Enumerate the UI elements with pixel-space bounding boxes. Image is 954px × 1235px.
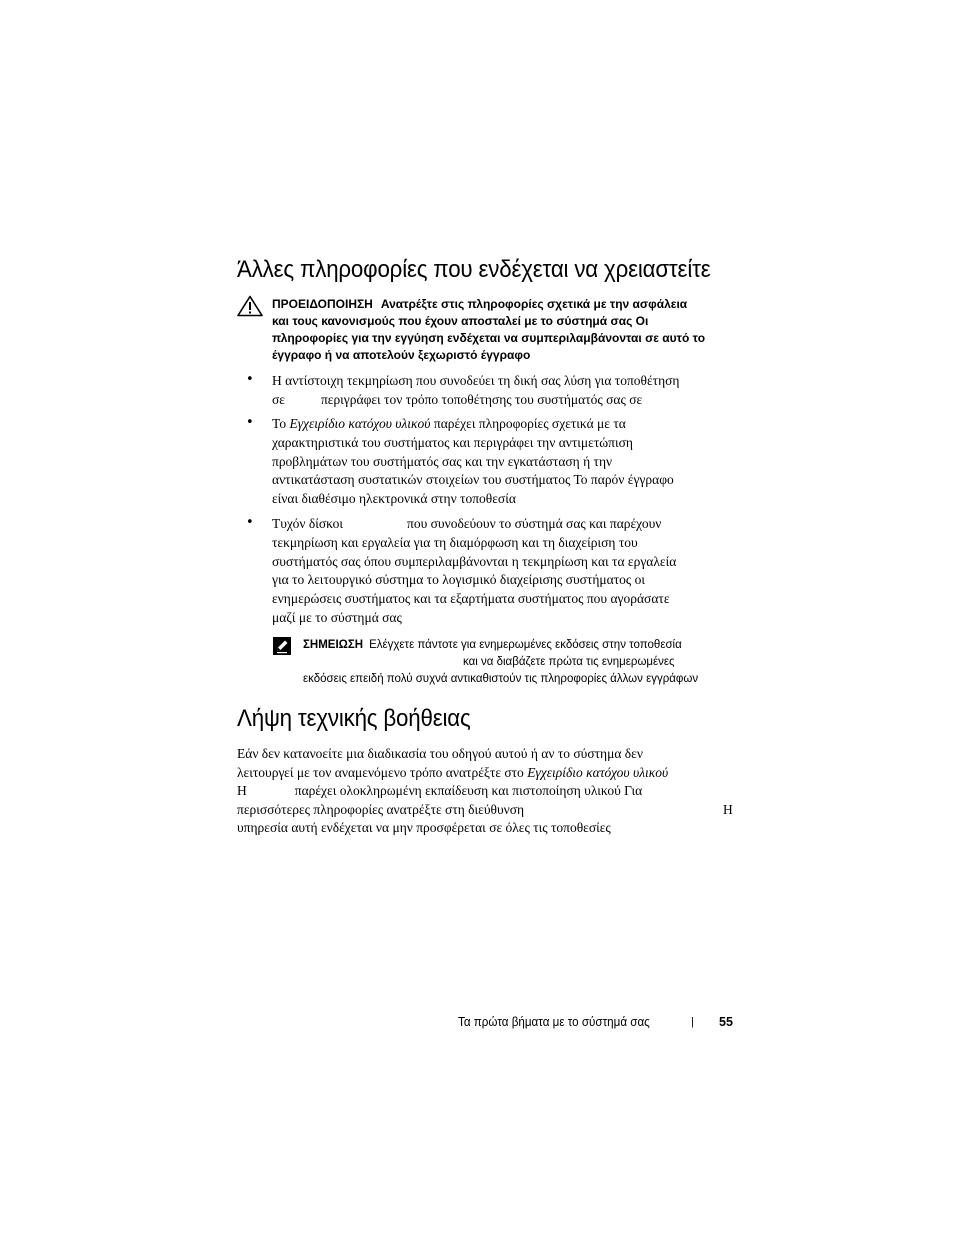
bullet-text <box>272 391 742 410</box>
warning-line-3: πληροφορίες για την εγγύηση ενδέχεται να συμπεριλαμβάνονται σε αυτό το <box>272 331 706 345</box>
warning-text: Ανατρέξτε στις πληροφορίες σχετικά με την ασφάλεια <box>380 297 688 311</box>
paragraph-line: υπηρεσία αυτή ενδέχεται να μην προσφέρεται σε όλες τις τοποθεσίες <box>237 820 611 835</box>
text-fragment: παρέχει πληροφορίες σχετικά με τα <box>433 416 626 431</box>
text-fragment: σε <box>272 391 285 407</box>
tech-help-paragraph <box>237 745 737 838</box>
text-fragment: παρέχει ολοκληρωμένη εκπαίδευση και πιστοποίηση υλικού Για <box>294 783 643 798</box>
paragraph-line <box>237 801 737 820</box>
warning-line-2: και τους κανονισμούς που έχουν αποσταλεί με το σύστημά σας Οι <box>272 314 649 328</box>
text-fragment: λειτουργεί με τον αναμενόμενο τρόπο ανατρέξτε στο <box>237 764 524 780</box>
bullet-text: χαρακτηριστικά του συστήματος και περιγράφει την αντιμετώπιση <box>272 434 633 450</box>
text-fragment: περιγράφει τον τρόπο τοποθέτησης του συστήματός σας σε <box>320 391 643 407</box>
note-line-2: και να διαβάζετε πρώτα τις ενημερωμένες <box>463 656 675 668</box>
paragraph-line <box>237 782 737 801</box>
note-pencil-icon <box>272 636 292 656</box>
text-fragment: Η <box>237 783 247 798</box>
bullet-text: συστήματός σας όπου συμπεριλαμβάνονται η τεκμηρίωση και τα εργαλεία <box>272 553 677 569</box>
bullet-text: αντικατάσταση συστατικών στοιχείων του συστήματος Το παρόν έγγραφο <box>272 472 674 488</box>
section-heading-tech-help: Λήψη τεχνικής βοήθειας <box>237 705 471 732</box>
bullet-marker: • <box>246 372 254 387</box>
text-fragment: περισσότερες πληροφορίες ανατρέξτε στη διεύθυνση <box>237 801 525 817</box>
note-line-1 <box>303 637 743 654</box>
bullet-item-rack-docs <box>272 372 742 410</box>
page-number: 55 <box>719 1015 733 1029</box>
warning-callout <box>272 296 742 364</box>
footer-separator: | <box>691 1016 694 1028</box>
note-line-3: εκδόσεις επειδή πολύ συχνά αντικαθιστούν τις πληροφορίες άλλων εγγράφων <box>303 673 699 685</box>
bullet-text: ενημερώσεις συστήματος και τα εξαρτήματα συστήματος που αγοράσατε <box>272 591 670 607</box>
footer-title: Τα πρώτα βήματα με το σύστημά σας <box>458 1015 650 1029</box>
warning-line-4: έγγραφο ή να αποτελούν ξεχωριστό έγγραφο <box>272 348 531 362</box>
bullet-item-discs <box>272 515 742 628</box>
note-callout <box>303 637 743 688</box>
note-label: ΣΗΜΕΙΩΣΗ <box>303 639 364 651</box>
section-heading-other-info: Άλλες πληροφορίες που ενδέχεται να χρειαστείτε <box>237 256 711 283</box>
bullet-item-owners-manual <box>272 415 742 509</box>
paragraph-line <box>237 764 737 783</box>
bullet-text: Η αντίστοιχη τεκμηρίωση που συνοδεύει τη δική σας λύση για τοποθέτηση <box>272 373 680 388</box>
bullet-text: τεκμηρίωση και εργαλεία για τη διαμόρφωση και τη διαχείριση του <box>272 534 638 550</box>
bullet-text: μαζί με το σύστημά σας <box>272 609 402 625</box>
bullet-text: είναι διαθέσιμο ηλεκτρονικά στην τοποθεσία <box>272 491 516 507</box>
bullet-text <box>272 515 742 534</box>
bullet-marker: • <box>246 415 254 430</box>
warning-triangle-icon <box>237 295 263 317</box>
bullet-text <box>272 415 742 434</box>
warning-line-1 <box>272 296 742 313</box>
bullet-marker: • <box>246 515 254 530</box>
text-fragment: που συνοδεύουν το σύστημά σας και παρέχουν <box>407 516 662 531</box>
owners-manual-title: Εγχειρίδιο κατόχου υλικού <box>527 764 669 780</box>
text-fragment: Η <box>723 801 733 817</box>
warning-label: ΠΡΟΕΙΔΟΠΟΙΗΣΗ <box>272 297 373 311</box>
paragraph-line: Εάν δεν κατανοείτε μια διαδικασία του οδηγού αυτού ή αν το σύστημα δεν <box>237 746 643 761</box>
bullet-text: προβλημάτων του συστήματός σας και την εγκατάσταση ή την <box>272 453 613 469</box>
note-text: Ελέγχετε πάντοτε για ενημερωμένες εκδόσεις στην τοποθεσία <box>369 639 682 651</box>
text-fragment: Το <box>272 416 287 431</box>
text-fragment: Τυχόν δίσκοι <box>272 516 344 531</box>
bullet-text: για το λειτουργικό σύστημα το λογισμικό διαχείρισης συστήματος οι <box>272 572 645 588</box>
owners-manual-title: Εγχειρίδιο κατόχου υλικού <box>289 416 431 431</box>
